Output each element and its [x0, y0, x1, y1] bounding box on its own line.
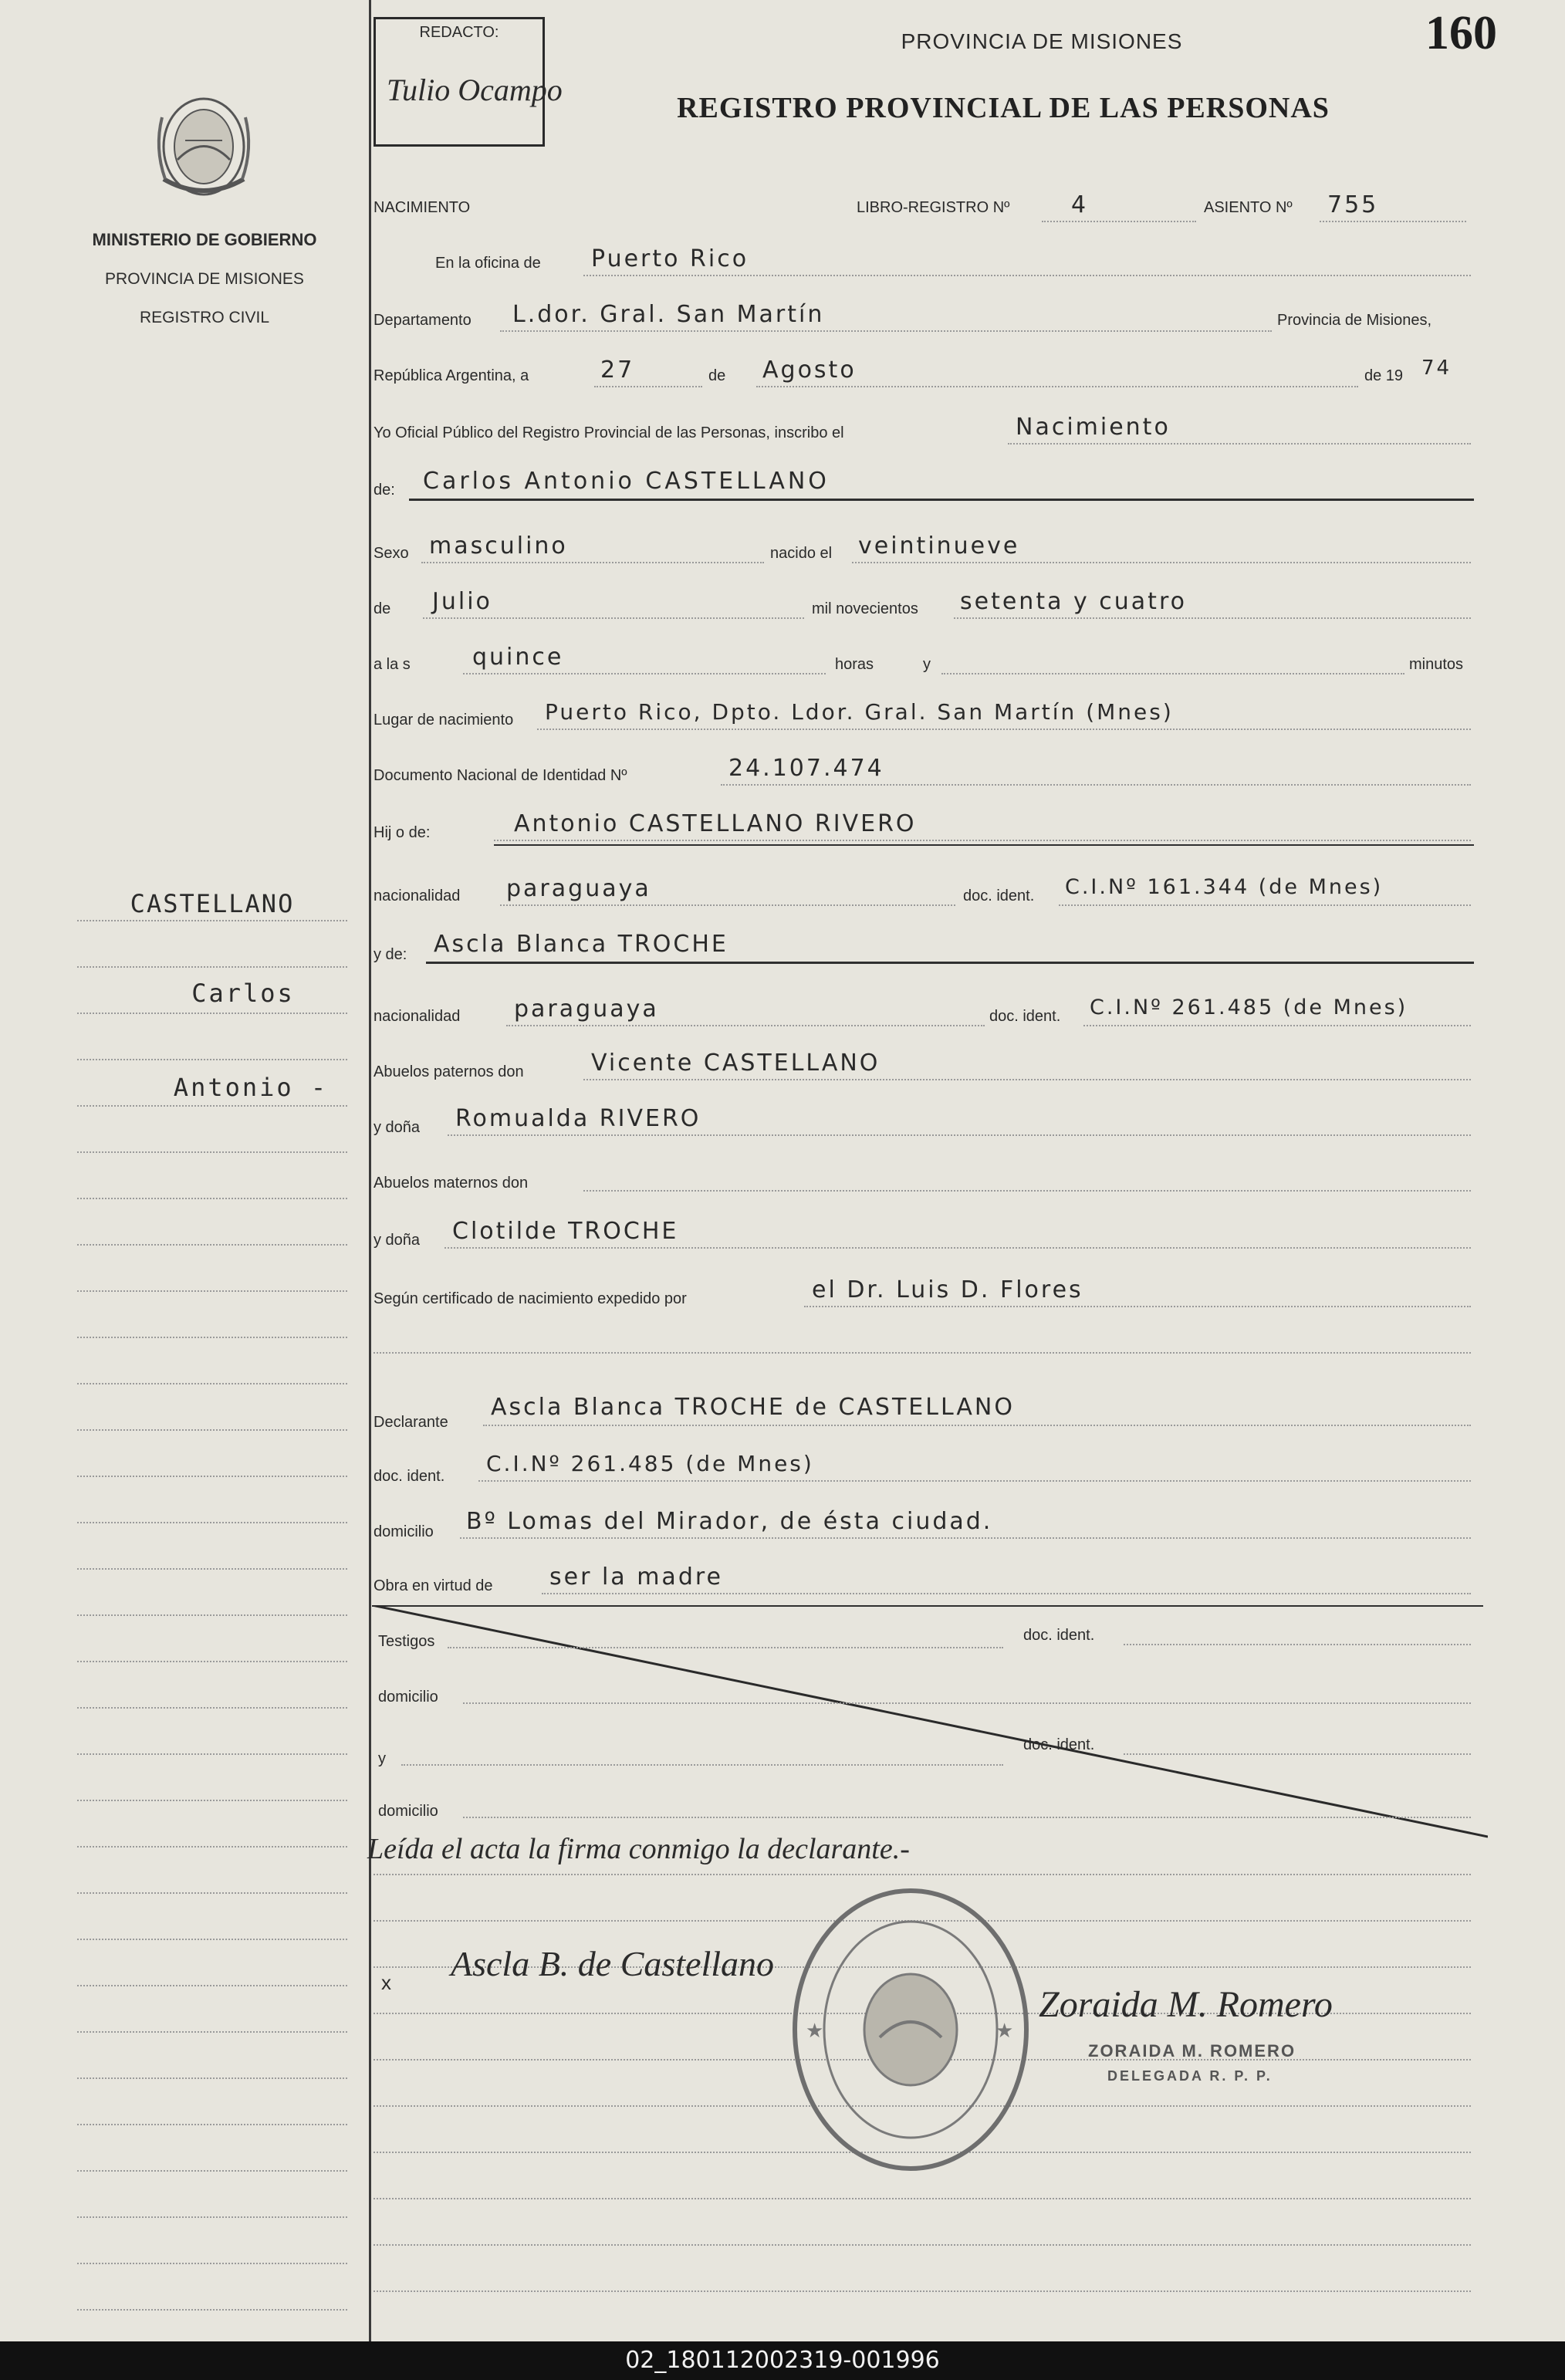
- margin-middle-name: Antonio -: [173, 1073, 329, 1102]
- abuelo-pat-value: Vicente CASTELLANO: [591, 1050, 881, 1077]
- margin-line: [77, 1892, 347, 1894]
- doc-test2-label: doc. ident.: [1023, 1736, 1095, 1753]
- sidebar-registry: REGISTRO CIVIL: [139, 309, 270, 326]
- dotted-line: [374, 1352, 1471, 1354]
- margin-surname: CASTELLANO: [130, 889, 295, 918]
- dona-mat-label: y doña: [374, 1232, 421, 1249]
- margin-line: [77, 1846, 347, 1848]
- oficina-label: En la oficina de: [435, 255, 541, 272]
- mil-label: mil novecientos: [812, 600, 918, 617]
- dotted-line: [448, 1647, 1003, 1648]
- margin-line: [77, 1522, 347, 1523]
- de-label: de: [708, 367, 726, 384]
- domicilio-test1-label: domicilio: [378, 1689, 438, 1706]
- nacido-value: veintinueve: [858, 532, 1020, 560]
- obra-value: ser la madre: [549, 1564, 723, 1591]
- anio-nac-value: setenta y cuatro: [960, 588, 1187, 615]
- nac-madre-label: nacionalidad: [374, 1008, 461, 1025]
- abuelos-pat-label: Abuelos paternos don: [374, 1063, 524, 1080]
- svg-text:★: ★: [995, 2019, 1014, 2042]
- nac-madre-value: paraguaya: [514, 996, 659, 1023]
- doc-madre-label: doc. ident.: [989, 1008, 1061, 1025]
- void-diagonal-line: [372, 1605, 1488, 1852]
- nac-padre-label: nacionalidad: [374, 887, 461, 904]
- margin-line: [77, 2077, 347, 2079]
- lugar-value: Puerto Rico, Dpto. Ldor. Gral. San Martín (Mnes): [545, 699, 1174, 725]
- sexo-value: masculino: [429, 532, 568, 560]
- official-name: ZORAIDA M. ROMERO: [1088, 2041, 1296, 2061]
- oficina-value: Puerto Rico: [591, 245, 749, 272]
- sidebar-ministry: MINISTERIO DE GOBIERNO: [92, 230, 317, 249]
- dotted-line: [1124, 1753, 1471, 1755]
- dotted-line: [421, 562, 764, 563]
- dotted-line: [537, 729, 1471, 730]
- doc-decl-value: C.I.Nº 261.485 (de Mnes): [486, 1451, 814, 1476]
- page-number: 160: [1425, 7, 1497, 59]
- margin-line: [77, 1614, 347, 1616]
- year-value: 74: [1421, 357, 1452, 380]
- mes-value: Agosto: [762, 357, 857, 384]
- departamento-label: Departamento: [374, 312, 472, 329]
- margin-line: [77, 1429, 347, 1431]
- dotted-line: [941, 673, 1404, 674]
- margin-line: [77, 1476, 347, 1477]
- dotted-line: [804, 1306, 1471, 1307]
- certificado-label: Según certificado de nacimiento expedido por: [374, 1290, 687, 1307]
- provincia-label: Provincia de Misiones,: [1277, 312, 1432, 329]
- dotted-line: [583, 275, 1471, 276]
- margin-line: [77, 2170, 347, 2172]
- margin-line: [77, 2216, 347, 2218]
- x-mark: x: [381, 1971, 391, 1994]
- nac-padre-value: paraguaya: [506, 875, 651, 902]
- y-label: y: [923, 656, 931, 673]
- margin-line: [77, 1661, 347, 1662]
- hora-value: quince: [472, 644, 564, 671]
- official-signature: Zoraida M. Romero: [1039, 1984, 1333, 2025]
- declarante-signature: Ascla B. de Castellano: [451, 1944, 775, 1983]
- asiento-value: 755: [1327, 191, 1379, 218]
- closing-text: Leída el acta la firma conmigo la declarante.-: [367, 1833, 910, 1865]
- dotted-line: [583, 1190, 1471, 1192]
- dotted-line: [583, 1079, 1471, 1080]
- de-year-label: de 19: [1364, 367, 1404, 384]
- dotted-line: [852, 562, 1471, 563]
- dotted-line: [1083, 1025, 1471, 1026]
- de-nombre-label: de:: [374, 482, 395, 499]
- padre-underline: [494, 844, 1474, 846]
- lugar-label: Lugar de nacimiento: [374, 712, 514, 729]
- libro-value: 4: [1071, 191, 1089, 218]
- certificado-value: el Dr. Luis D. Flores: [812, 1276, 1083, 1303]
- dotted-line: [1124, 1644, 1471, 1645]
- margin-first-name: Carlos: [191, 979, 295, 1008]
- svg-text:★: ★: [806, 2019, 824, 2042]
- margin-line: [77, 1800, 347, 1801]
- official-role: DELEGADA R. P. P.: [1107, 2068, 1273, 2084]
- dotted-line: [594, 386, 702, 387]
- acto-value: Nacimiento: [1016, 414, 1171, 441]
- republica-label: República Argentina, a: [374, 367, 529, 384]
- doc-padre-value: C.I.Nº 161.344 (de Mnes): [1065, 875, 1384, 899]
- header-registry: REGISTRO PROVINCIAL DE LAS PERSONAS: [677, 92, 1330, 124]
- obra-label: Obra en virtud de: [374, 1577, 493, 1594]
- margin-line: [77, 1753, 347, 1755]
- dotted-line: [506, 1025, 985, 1026]
- padre-value: Antonio CASTELLANO RIVERO: [514, 810, 917, 837]
- dotted-line: [483, 1425, 1471, 1426]
- margin-line: [77, 1568, 347, 1570]
- dotted-line: [374, 2198, 1471, 2199]
- margin-line: [77, 1151, 347, 1153]
- alas-label: a la s: [374, 656, 411, 673]
- redacto-label: REDACTO:: [419, 24, 499, 41]
- testigos-label: Testigos: [378, 1633, 435, 1650]
- margin-line: [77, 966, 347, 968]
- coat-of-arms-seal: [147, 86, 261, 210]
- doc-madre-value: C.I.Nº 261.485 (de Mnes): [1090, 996, 1408, 1019]
- dotted-line: [500, 330, 1272, 332]
- dotted-line: [463, 1817, 1471, 1818]
- margin-line: [77, 1383, 347, 1384]
- doc-padre-label: doc. ident.: [963, 887, 1035, 904]
- asiento-label: ASIENTO Nº: [1204, 199, 1293, 216]
- margin-line: [77, 1290, 347, 1292]
- madre-underline: [426, 962, 1474, 964]
- hijo-label: Hij o de:: [374, 824, 431, 841]
- margin-line: [77, 2031, 347, 2033]
- dni-label: Documento Nacional de Identidad Nº: [374, 767, 627, 784]
- abuelos-mat-label: Abuelos maternos don: [374, 1175, 529, 1192]
- margin-line: [77, 1244, 347, 1246]
- margin-line: [77, 1105, 347, 1107]
- dotted-line: [444, 1247, 1471, 1249]
- dotted-line: [374, 1874, 1471, 1875]
- nacimiento-label: NACIMIENTO: [374, 199, 471, 216]
- dotted-line: [1008, 443, 1471, 445]
- mes-nac-value: Julio: [432, 588, 492, 615]
- declarante-label: Declarante: [374, 1414, 448, 1431]
- dotted-line: [463, 1702, 1471, 1704]
- margin-line: [77, 1337, 347, 1338]
- dona-pat-label: y doña: [374, 1119, 421, 1136]
- margin-line: [77, 920, 347, 921]
- abuela-mat-value: Clotilde TROCHE: [452, 1218, 679, 1245]
- header-province: PROVINCIA DE MISIONES: [901, 29, 1183, 53]
- dotted-line: [463, 673, 826, 674]
- margin-line: [77, 2309, 347, 2311]
- image-code-footer: 02_180112002319-001996: [0, 2341, 1565, 2380]
- dotted-line: [542, 1593, 1471, 1594]
- registry-stamp: [787, 1883, 1034, 2176]
- margin-line: [77, 1013, 347, 1014]
- dotted-line: [756, 386, 1358, 387]
- domicilio-label: domicilio: [374, 1523, 434, 1540]
- margin-line: [77, 1198, 347, 1199]
- margin-line: [77, 2263, 347, 2264]
- dotted-line: [448, 1134, 1471, 1136]
- dotted-line: [721, 784, 1471, 786]
- dotted-line: [374, 2290, 1471, 2292]
- nombre-value: Carlos Antonio CASTELLANO: [423, 468, 830, 495]
- mes-nac-label: de: [374, 600, 391, 617]
- dotted-line: [478, 1480, 1471, 1482]
- horas-label: horas: [835, 656, 874, 673]
- redacto-signature: Tulio Ocampo: [387, 73, 563, 107]
- dotted-line: [1059, 904, 1471, 906]
- dotted-line: [500, 904, 955, 906]
- abuela-pat-value: Romualda RIVERO: [455, 1105, 701, 1132]
- nacido-label: nacido el: [770, 545, 833, 562]
- dotted-line: [494, 840, 1471, 841]
- dotted-line: [1320, 221, 1466, 222]
- column-divider: [369, 0, 371, 2341]
- redacto-box: [374, 17, 563, 147]
- doc-test1-label: doc. ident.: [1023, 1627, 1095, 1644]
- dotted-line: [374, 2244, 1471, 2246]
- dotted-line: [1042, 221, 1196, 222]
- margin-line: [77, 2124, 347, 2125]
- margin-line: [77, 1707, 347, 1709]
- madre-value: Ascla Blanca TROCHE: [434, 931, 728, 958]
- dotted-line: [954, 617, 1471, 619]
- doc-decl-label: doc. ident.: [374, 1468, 445, 1485]
- dotted-line: [401, 1764, 1003, 1766]
- yde-label: y de:: [374, 946, 407, 963]
- sidebar-province: PROVINCIA DE MISIONES: [105, 270, 304, 288]
- domicilio-test2-label: domicilio: [378, 1803, 438, 1820]
- departamento-value: L.dor. Gral. San Martín: [512, 301, 825, 328]
- margin-line: [77, 1939, 347, 1940]
- dotted-line: [460, 1537, 1471, 1539]
- sexo-label: Sexo: [374, 545, 409, 562]
- margin-line: [77, 1059, 347, 1060]
- dni-value: 24.107.474: [728, 755, 884, 782]
- oficial-label: Yo Oficial Público del Registro Provincial de las Personas, inscribo el: [374, 424, 844, 441]
- margin-line: [77, 1985, 347, 1986]
- dia-value: 27: [600, 357, 635, 384]
- dotted-line: [423, 617, 804, 619]
- minutos-label: minutos: [1409, 656, 1464, 673]
- declarante-value: Ascla Blanca TROCHE de CASTELLANO: [491, 1394, 1015, 1421]
- libro-label: LIBRO-REGISTRO Nº: [857, 199, 1010, 216]
- domicilio-value: Bº Lomas del Mirador, de ésta ciudad.: [466, 1508, 993, 1535]
- y-test-label: y: [378, 1750, 386, 1767]
- name-underline: [409, 499, 1474, 501]
